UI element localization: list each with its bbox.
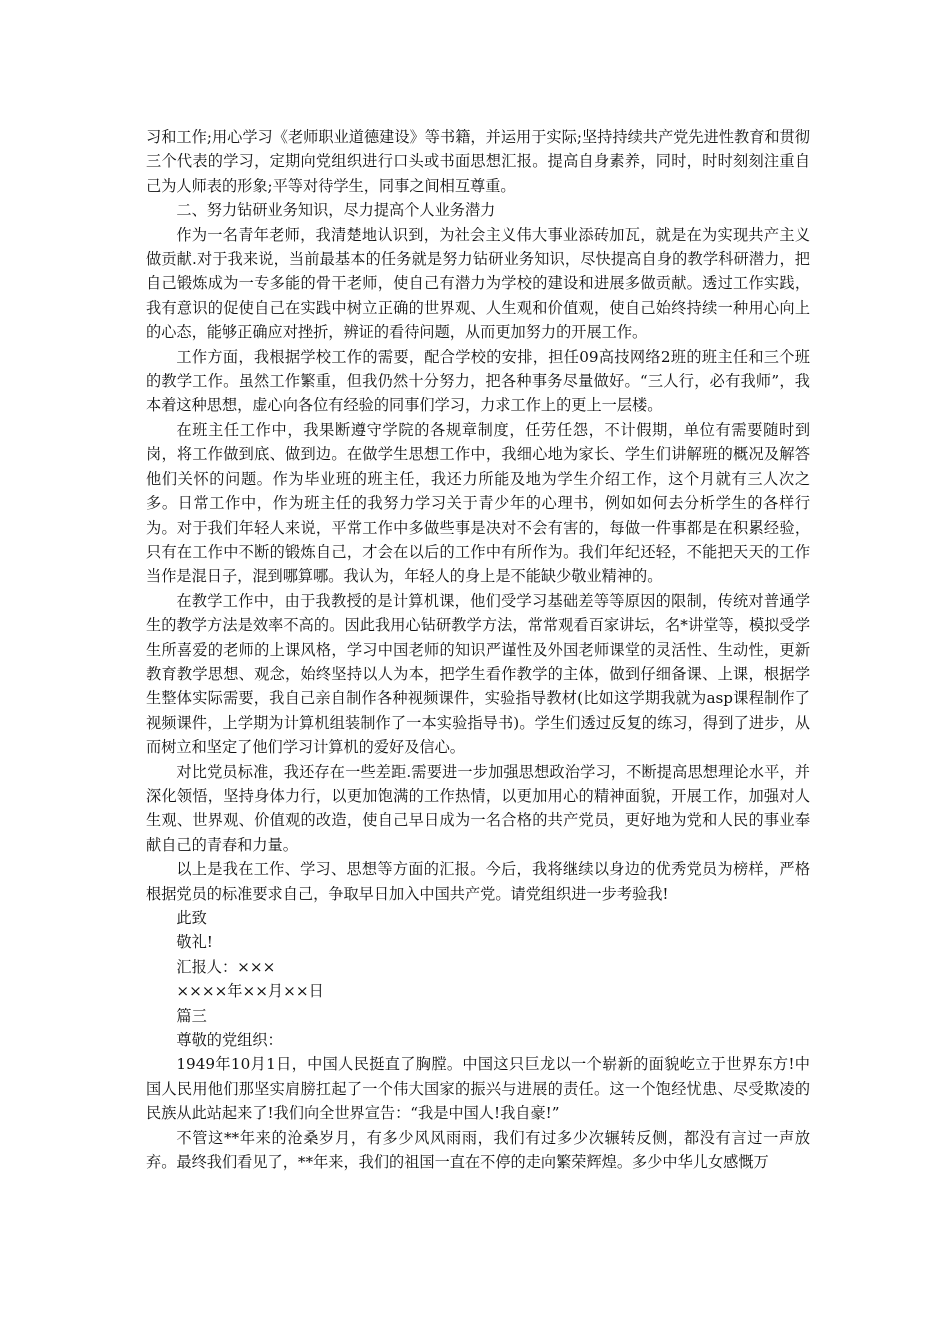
closing-salute: 敬礼!	[176, 933, 213, 952]
paragraph: 作为一名青年老师，我清楚地认识到，为社会主义伟大事业添砖加瓦，就是在为实现共产主义做贡献.对于我来说，当前最基本的任务就是努力钻研业务知识，尽快提高自身的教学科研潜力，把自己锻炼成为一专多能的骨干老师，使自己有潜力为学校的建设和进展多做贡献。透过工作实践，我有意识的促使自己在实践中树立正确的世界观、人生观和价值观，使自己始终持续一种用心向上的心态，能够正确应对挫折，辨证的看待问题，从而更加努力的开展工作。	[146, 225, 810, 342]
document-body	[146, 125, 810, 1174]
paragraph: 以上是我在工作、学习、思想等方面的汇报。今后，我将继续以身边的优秀党员为榜样，严格根据党员的标准要求自己，争取早日加入中国共产党。请党组织进一步考验我!	[146, 860, 810, 903]
date-line: ××××年××月××日	[176, 982, 324, 1001]
paragraph: 在班主任工作中，我果断遵守学院的各规章制度，任劳任怨，不计假期，单位有需要随时到岗，将工作做到底、做到边。在做学生思想工作中，我细心地为家长、学生们讲解班的概况及解答他们关怀的问题。作为毕业班的班主任，我还力所能及地为学生介绍工作，这个月就有三人次之多。日常工作中，作为班主任的我努力学习关于青少年的心理书，例如如何去分析学生的各样行为。对于我们年轻人来说，平常工作中多做些事是决对不会有害的，每做一件事都是在积累经验，只有在工作中不断的锻炼自己，才会在以后的工作中有所作为。我们年纪还轻，不能把天天的工作当作是混日子，混到哪算哪。我认为，年轻人的身上是不能缺少敬业精神的。	[146, 420, 810, 586]
paragraph: 不管这**年来的沧桑岁月，有多少风风雨雨，我们有过多少次辗转反侧，都没有言过一声放弃。最终我们看见了，**年来，我们的祖国一直在不停的走向繁荣辉煌。多少中华儿女感慨万	[146, 1128, 810, 1172]
paragraph: 对比党员标准，我还存在一些差距.需要进一步加强思想政治学习，不断提高思想理论水平，并深化领悟，坚持身体力行，以更加饱满的工作热情，以更加用心的精神面貌，开展工作，加强对人生观、世界观、价值观的改造，使自己早日成为一名合格的共产党员，更好地为党和人民的事业奉献自己的青春和力量。	[146, 762, 810, 854]
salutation: 尊敬的党组织：	[176, 1031, 283, 1050]
closing-line: 此致	[176, 909, 207, 927]
paragraph: 工作方面，我根据学校工作的需要，配合学校的安排，担任09高技网络2班的班主任和三个班的教学工作。虽然工作繁重，但我仍然十分努力，把各种事务尽量做好。“三人行，必有我师”，我本着这种思想，虚心向各位有经验的同事们学习，力求工作上的更上一层楼。	[146, 347, 810, 415]
section-title: 篇三	[176, 1006, 207, 1025]
section-heading: 二、努力钻研业务知识，尽力提高个人业务潜力	[176, 201, 496, 220]
reporter-line: 汇报人：×××	[176, 957, 276, 976]
paragraph: 1949年10月1日，中国人民挺直了胸膛。中国这只巨龙以一个崭新的面貌屹立于世界东方!中国人民用他们那坚实肩膀扛起了一个伟大国家的振兴与进展的责任。这一个饱经忧患、尽受欺凌的民族从此站起来了!我们向全世界宣告：“我是中国人!我自豪!”	[146, 1055, 810, 1123]
paragraph-continuation: 习和工作;用心学习《老师职业道德建设》等书籍，并运用于实际;坚持持续共产党先进性教育和贯彻三个代表的学习，定期向党组织进行口头或书面思想汇报。提高自身素养，同时，时时刻刻注重自己为人师表的形象;平等对待学生，同事之间相互尊重。	[146, 128, 810, 195]
paragraph: 在教学工作中，由于我教授的是计算机课，他们受学习基础差等等原因的限制，传统对普通学生的教学方法是效率不高的。因此我用心钻研教学方法，常常观看百家讲坛，名*讲堂等，模拟受学生所喜爱的老师的上课风格，学习中国老师的知识严谨性及外国老师课堂的灵活性、生动性，更新教育教学思想、观念，始终坚持以人为本，把学生看作教学的主体，做到仔细备课、上课，根据学生整体实际需要，我自己亲自制作各种视频课件，实验指导教材(比如这学期我就为asp课程制作了视频课件，上学期为计算机组装制作了一本实验指导书)。学生们透过反复的练习，得到了进步，从而树立和坚定了他们学习计算机的爱好及信心。	[146, 591, 810, 757]
